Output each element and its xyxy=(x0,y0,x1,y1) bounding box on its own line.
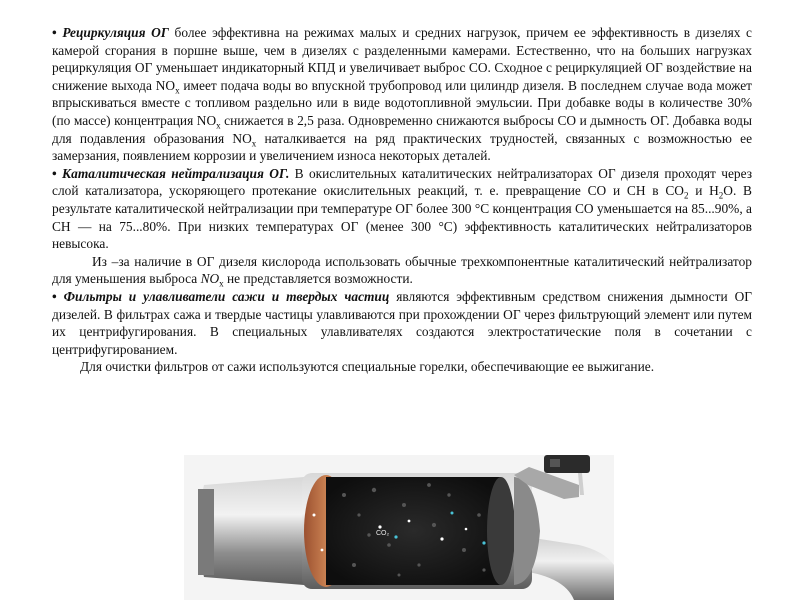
subscript: 2 xyxy=(718,191,724,202)
body-text xyxy=(52,24,752,376)
term-filters: Фильтры и улавливатели сажи и твердых частиц xyxy=(63,288,390,304)
subscript: x xyxy=(251,138,257,149)
co2-label: CO₂ xyxy=(376,530,390,537)
nox-italic: NO xyxy=(200,271,220,287)
text: наталкивается на ряд практических трудностей, связанных с возможностью ее замерзания, появлением коррозии и увеличением износа некоторых деталей. xyxy=(52,130,753,164)
paragraph-burners xyxy=(52,358,752,376)
subscript: x xyxy=(175,85,180,96)
subscript: x xyxy=(219,278,224,289)
core-end xyxy=(487,477,515,585)
dpf-illustration xyxy=(184,455,614,600)
paragraph-catalytic xyxy=(52,165,752,253)
text: имеет подача воды во впускной трубопровод или цилиндр дизеля. В последнем случае вода может впрыскиваться вместе с топливом раздельно или в виде водотопливной эмульсии. При добавке воды в количестве 30% (по массе) концентрация NO xyxy=(52,77,752,128)
subscript: 2 xyxy=(683,191,689,202)
paragraph-egr xyxy=(52,24,752,165)
subscript: x xyxy=(216,120,221,131)
paragraph-filters xyxy=(52,288,752,358)
term-catalytic: Каталитическая нейтрализация ОГ. xyxy=(62,165,290,181)
bullet: • xyxy=(52,25,57,40)
text: являются эффективным средством снижения дымности ОГ дизелей. В фильтрах сажа и твердые частицы улавливаются при прохождении ОГ через фильтрующий элемент или путем их центрифугирования. В специальных улавливателях создаются электростатические поля в сочетании с центрифугированием. xyxy=(52,288,752,357)
sensor-connector xyxy=(550,459,560,467)
text: О. В результате каталитической нейтрализации при температуре ОГ более 300 °С концентрация СО уменьшается на 85...90%, а СН — на 75...80%. При низких температурах ОГ (менее 300 °С) эффективность каталитических нейтрализаторов невысока. xyxy=(52,183,752,252)
text: Для очистки фильтров от сажи используются специальные горелки, обеспечивающие ее выжигание. xyxy=(80,359,655,375)
text: снижается в 2,5 раза. Одновременно снижаются выбросы СО и дымность ОГ. Добавка воды для подавления образования NO xyxy=(52,112,752,146)
text: не представляется возможности. xyxy=(223,271,413,287)
bullet: • xyxy=(52,165,57,181)
text: В окислительных каталитических нейтрализаторах ОГ дизеля проходят через слой катализатора, ускоряющего протекание окислительных реакций, т. е. превращение СО и СН в СО xyxy=(52,165,752,199)
inlet-flange xyxy=(198,489,214,575)
dpf-cutaway-image xyxy=(184,455,614,600)
text: и Н xyxy=(688,183,719,199)
text: Из –за наличие в ОГ дизеля кислорода использовать обычные трехкомпонентные каталитический нейтрализатор для уменьшения выброса xyxy=(52,253,752,287)
text: более эффективна на режимах малых и средних нагрузок, причем ее эффективность в дизелях с камерой сгорания в поршне выше, чем в дизелях с разделенными камерами. Естественно, что на больших нагрузках рециркуляция ОГ уменьшает индикаторный КПД и увеличивает выброс СО. Сходное с рециркуляцией ОГ воздействие на снижение выхода NO xyxy=(52,25,752,93)
soot-filter-core xyxy=(326,477,501,585)
term-egr: Рециркуляция ОГ xyxy=(62,25,169,40)
paragraph-three-way xyxy=(52,253,752,288)
bullet: • xyxy=(52,288,57,304)
